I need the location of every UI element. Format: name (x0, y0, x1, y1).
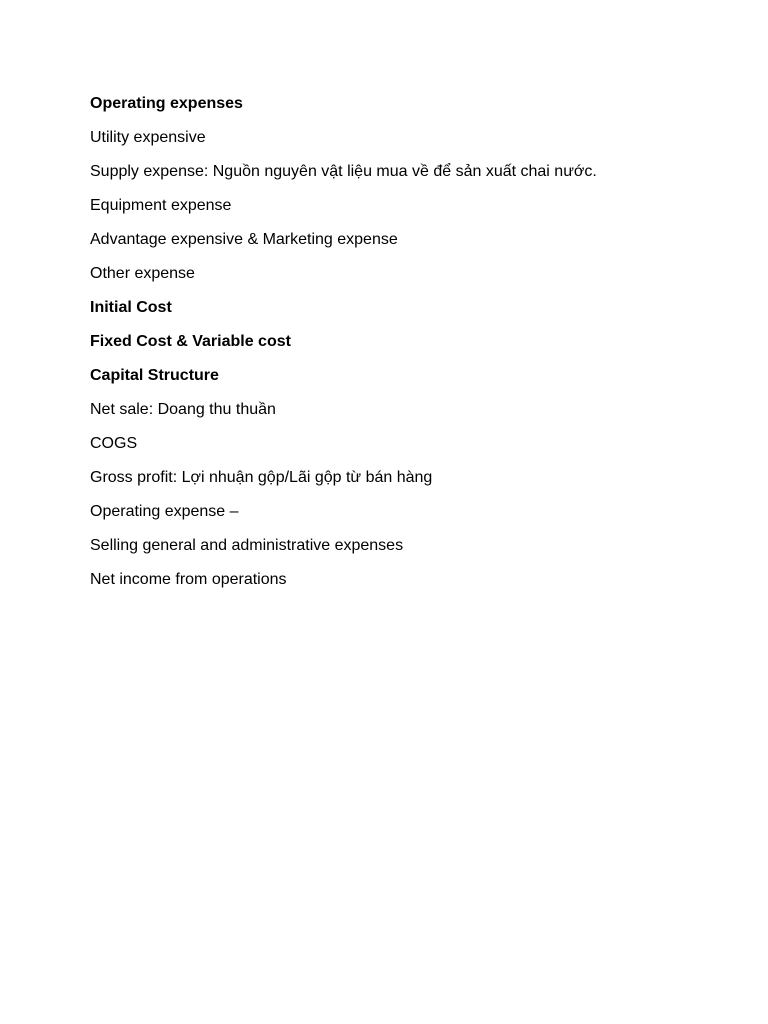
text-equipment-expense: Equipment expense (90, 197, 232, 214)
heading-operating-expenses: Operating expenses (90, 95, 243, 112)
heading-initial-cost: Initial Cost (90, 299, 172, 316)
text-utility-expensive: Utility expensive (90, 129, 206, 146)
text-supply-expense: Supply expense: Nguồn nguyên vật liệu mua về để sản xuất chai nước. (90, 163, 597, 180)
text-selling-general-admin: Selling general and administrative expenses (90, 537, 404, 554)
text-advantage-marketing-expense: Advantage expensive & Marketing expense (90, 231, 398, 248)
text-net-income-operations: Net income from operations (90, 571, 287, 588)
text-gross-profit: Gross profit: Lợi nhuận gộp/Lãi gộp từ bán hàng (90, 469, 433, 486)
text-other-expense: Other expense (90, 265, 195, 282)
heading-fixed-variable-cost: Fixed Cost & Variable cost (90, 333, 291, 350)
heading-capital-structure: Capital Structure (90, 367, 219, 384)
text-net-sale: Net sale: Doang thu thuần (90, 401, 276, 418)
document-body (90, 94, 710, 604)
text-cogs: COGS (90, 435, 138, 452)
text-operating-expense: Operating expense – (90, 503, 239, 520)
